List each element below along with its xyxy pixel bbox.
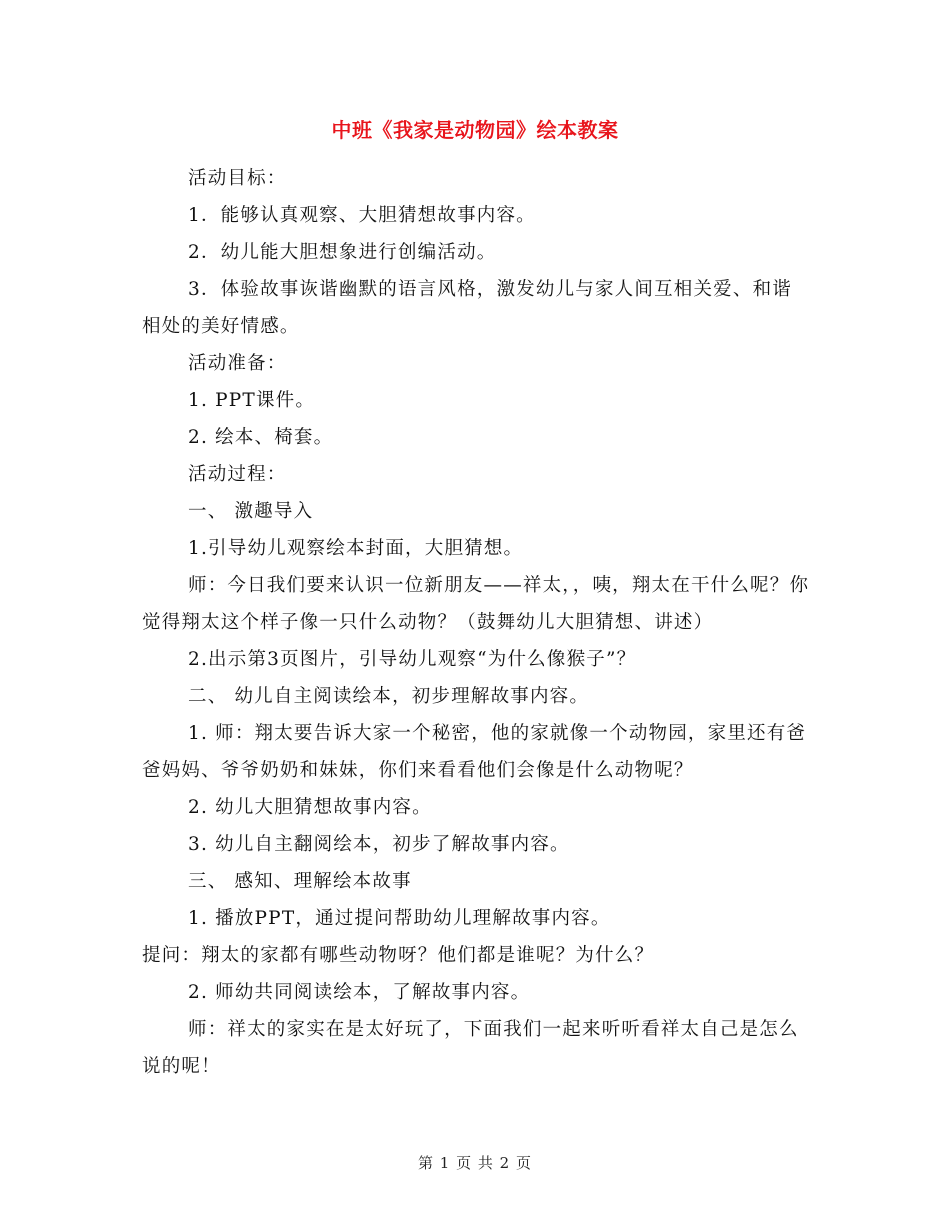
paragraph: 活动过程： <box>188 464 287 485</box>
paragraph: 3．体验故事诙谐幽默的语言风格，激发幼儿与家人间互相关爱、和谐相处的美好情感。 <box>142 279 792 337</box>
paragraph: 活动准备： <box>188 353 287 374</box>
paragraph: 2. 幼儿大胆猜想故事内容。 <box>188 797 432 818</box>
paragraph: 1. 播放PPT，通过提问帮助幼儿理解故事内容。 <box>188 908 611 929</box>
paragraph: 2.出示第3页图片，引导幼儿观察“为什么像猴子”？ <box>188 649 637 670</box>
paragraph: 1.引导幼儿观察绘本封面，大胆猜想。 <box>188 538 524 559</box>
paragraph: 师：今日我们要来认识一位新朋友——祥太，，咦，翔太在干什么呢？你觉得翔太这个样子像一只什么动物？（鼓舞幼儿大胆猜想、讲述） <box>142 575 810 633</box>
paragraph: 提问：翔太的家都有哪些动物呀？他们都是谁呢？为什么？ <box>142 945 655 966</box>
section-heading: 三、 感知、理解绘本故事 <box>188 871 412 892</box>
document-title: 中班《我家是动物园》绘本教案 <box>331 118 619 142</box>
paragraph: 1. PPT课件。 <box>188 390 316 411</box>
section-heading: 一、 激趣导入 <box>188 501 314 522</box>
document-body <box>142 160 810 1085</box>
section-heading: 二、 幼儿自主阅读绘本，初步理解故事内容。 <box>188 686 590 707</box>
paragraph: 1. 师：翔太要告诉大家一个秘密，他的家就像一个动物园，家里还有爸爸妈妈、爷爷奶奶和妹妹，你们来看看他们会像是什么动物呢？ <box>142 723 807 781</box>
paragraph: 2. 绘本、椅套。 <box>188 427 334 448</box>
paragraph: 2．幼儿能大胆想象进行创编活动。 <box>188 242 497 263</box>
paragraph: 活动目标： <box>188 168 287 189</box>
paragraph: 2. 师幼共同阅读绘本，了解故事内容。 <box>188 982 531 1003</box>
paragraph: 3. 幼儿自主翻阅绘本，初步了解故事内容。 <box>188 834 570 855</box>
page-footer: 第 1 页 共 2 页 <box>418 1154 532 1172</box>
paragraph: 1．能够认真观察、大胆猜想故事内容。 <box>188 205 536 226</box>
paragraph: 师：祥太的家实在是太好玩了，下面我们一起来听听看祥太自己是怎么说的呢！ <box>142 1019 799 1077</box>
